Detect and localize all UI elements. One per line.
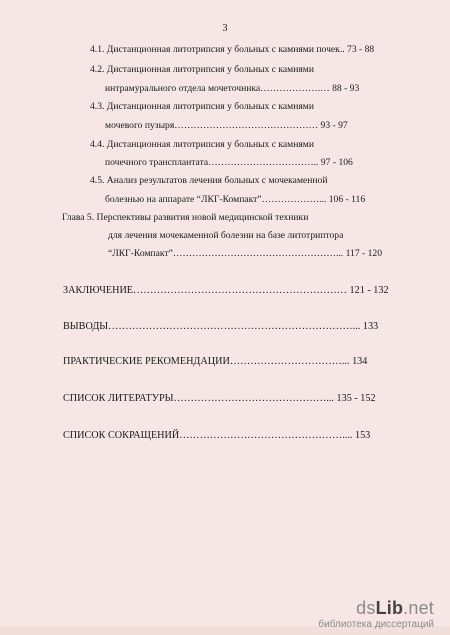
- toc-entry-4-5: 4.5. Анализ результатов лечения больных с мочекаменной: [90, 175, 328, 186]
- toc-references: СПИСОК ЛИТЕРАТУРЫ………………………………………... 135 - 152: [63, 393, 376, 404]
- toc-recommendations: ПРАКТИЧЕСКИЕ РЕКОМЕНДАЦИИ……………………………... 134: [63, 356, 368, 367]
- watermark-logo-prefix: ds: [356, 598, 376, 618]
- toc-entry-4-3-cont: мочевого пузыря……………………………………… 93 - 97: [105, 120, 348, 131]
- watermark-logo-lib: Lib: [375, 598, 404, 618]
- toc-chapter-5-cont2: “ЛКГ-Компакт”……………………………………………... 117 - 120: [108, 248, 382, 259]
- dslib-watermark: [286, 598, 436, 634]
- toc-entry-4-2-cont: интрамурального отдела мочеточника……………….… 88 - 93: [105, 83, 360, 94]
- toc-entry-4-1: 4.1. Дистанционная литотрипсия у больных с камнями почек.. 73 - 88: [90, 44, 375, 55]
- toc-entry-4-5-cont: болезнью на аппарате “ЛКГ-Компакт”………………... 106 - 116: [105, 194, 366, 205]
- toc-entry-4-2: 4.2. Дистанционная литотрипсия у больных с камнями: [90, 64, 315, 75]
- toc-chapter-5-cont: для лечения мочекаменной болезни на базе литотриптора: [108, 230, 344, 241]
- watermark-logo: [356, 598, 434, 619]
- toc-chapter-5: Глава 5. Перспективы развития новой медицинской техники: [62, 212, 309, 223]
- toc-entry-4-3: 4.3. Дистанционная литотрипсия у больных с камнями: [90, 101, 315, 112]
- watermark-subtitle: библиотека диссертаций: [318, 619, 434, 630]
- toc-findings: ВЫВОДЫ………………………………………………………………... 133: [63, 321, 379, 332]
- toc-entry-4-4: 4.4. Дистанционная литотрипсия у больных с камнями: [90, 139, 315, 150]
- toc-entry-4-4-cont: почечного трансплантата…………………………….. 97 - 106: [105, 157, 353, 168]
- page-number: 3: [222, 23, 228, 34]
- toc-conclusion: ЗАКЛЮЧЕНИЕ……………………………………………………… 121 - 132: [63, 285, 389, 296]
- toc-abbreviations: СПИСОК СОКРАЩЕНИЙ………………………………………….... 153: [63, 430, 371, 441]
- watermark-logo-suffix: .net: [403, 598, 434, 618]
